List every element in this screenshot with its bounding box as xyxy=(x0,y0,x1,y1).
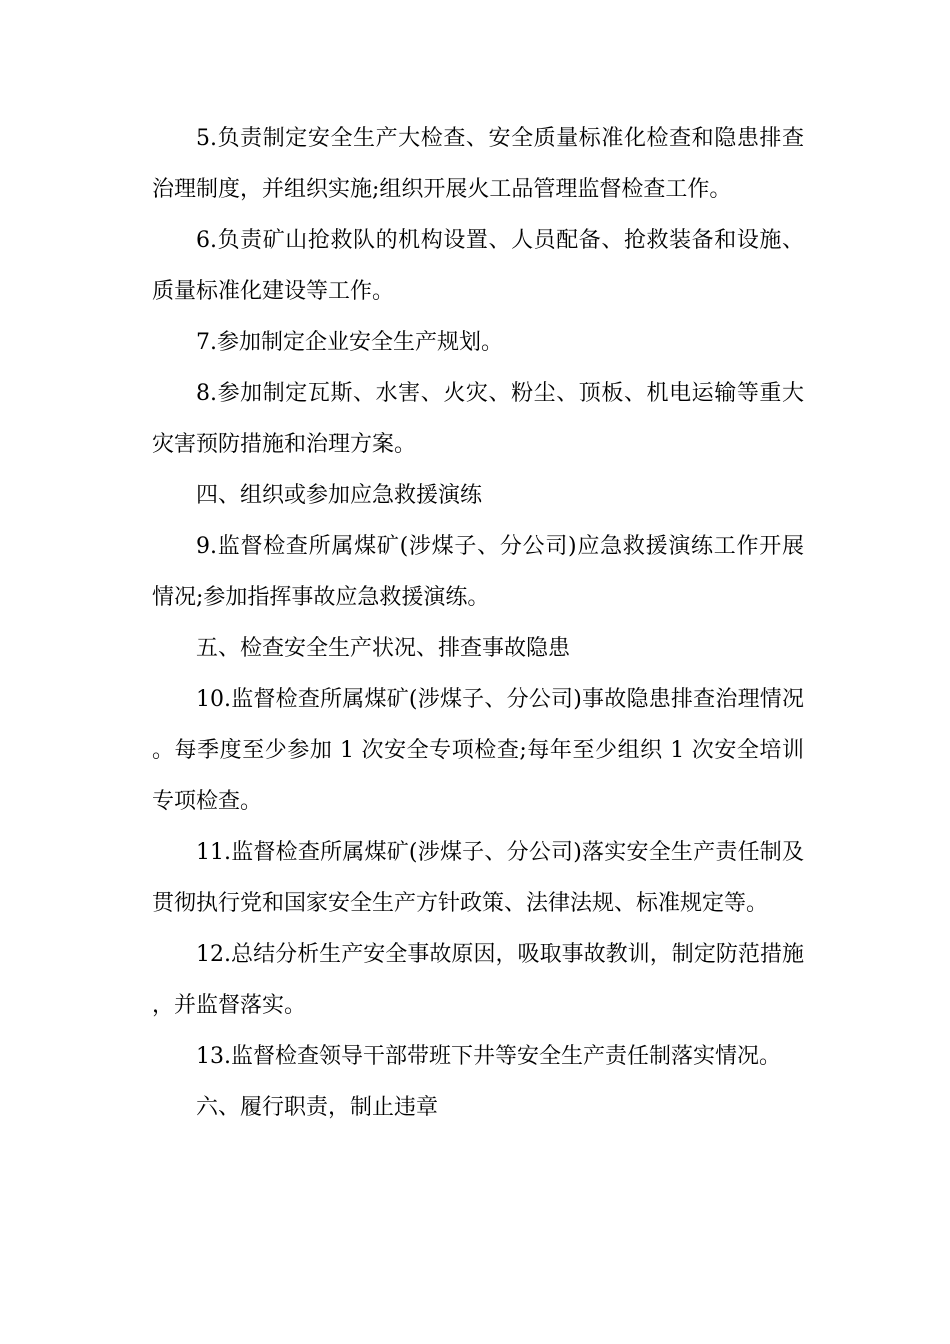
paragraph-item-9: 9.监督检查所属煤矿(涉煤子、分公司)应急救援演练工作开展情况;参加指挥事故应急救援演练。 xyxy=(152,534,804,610)
section-heading-4: 四、组织或参加应急救援演练 xyxy=(196,483,483,508)
paragraph-item-7: 7.参加制定企业安全生产规划。 xyxy=(196,330,503,355)
paragraph-item-5: 5.负责制定安全生产大检查、安全质量标准化检查和隐患排查治理制度，并组织实施;组织开展火工品管理监督检查工作。 xyxy=(152,126,804,202)
section-heading-5: 五、检查安全生产状况、排查事故隐患 xyxy=(196,636,571,661)
paragraph-item-10: 10.监督检查所属煤矿(涉煤子、分公司)事故隐患排查治理情况。每季度至少参加 1 次安全专项检查;每年至少组织 1 次安全培训专项检查。 xyxy=(152,687,804,814)
paragraph-item-8: 8.参加制定瓦斯、水害、火灾、粉尘、顶板、机电运输等重大灾害预防措施和治理方案。 xyxy=(152,381,804,457)
paragraph-item-12: 12.总结分析生产安全事故原因，吸取事故教训，制定防范措施，并监督落实。 xyxy=(152,942,804,1018)
section-heading-6: 六、履行职责，制止违章 xyxy=(196,1095,439,1120)
paragraph-item-13: 13.监督检查领导干部带班下井等安全生产责任制落实情况。 xyxy=(196,1044,781,1069)
paragraph-item-11: 11.监督检查所属煤矿(涉煤子、分公司)落实安全生产责任制及贯彻执行党和国家安全生产方针政策、法律法规、标准规定等。 xyxy=(152,840,804,916)
document-body xyxy=(152,113,804,1133)
paragraph-item-6: 6.负责矿山抢救队的机构设置、人员配备、抢救装备和设施、质量标准化建设等工作。 xyxy=(152,228,804,304)
